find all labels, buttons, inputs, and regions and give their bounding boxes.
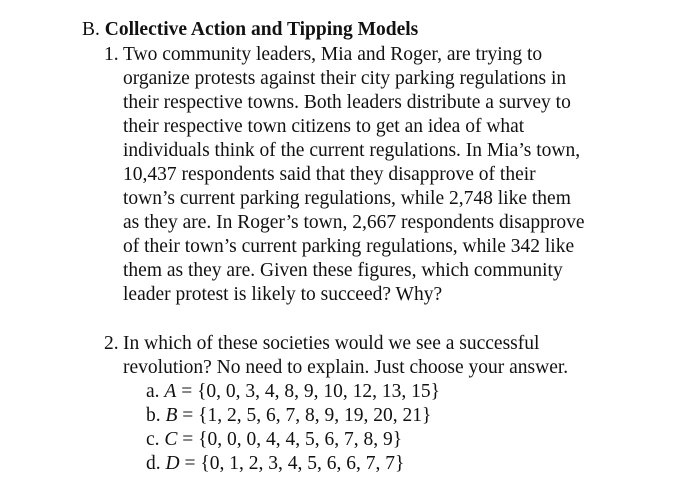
- option-label: c.: [146, 429, 160, 450]
- option-variable: C: [164, 429, 178, 450]
- question-1-line: their respective town citizens to get an idea of what: [123, 116, 525, 137]
- question-2-line: revolution? No need to explain. Just choose your answer.: [123, 357, 569, 378]
- section-heading: [82, 18, 418, 42]
- option-set: = {0, 1, 2, 3, 4, 5, 6, 6, 7, 7}: [184, 453, 405, 474]
- question-1-line: them as they are. Given these figures, which community: [123, 260, 563, 281]
- question-1-line: leader protest is likely to succeed? Why?: [123, 284, 443, 305]
- question-2-line: In which of these societies would we see a successful: [123, 333, 540, 354]
- question-2-number: 2.: [104, 333, 119, 354]
- question-1-line: of their town’s current parking regulations, while 342 like: [123, 236, 575, 257]
- option-variable: B: [165, 405, 178, 426]
- answer-option-b: [146, 404, 431, 428]
- option-label: d.: [146, 453, 161, 474]
- question-1-line: Two community leaders, Mia and Roger, are trying to: [123, 44, 543, 65]
- option-label: b.: [146, 405, 161, 426]
- question-1-line: as they are. In Roger’s town, 2,667 respondents disapprove: [123, 212, 585, 233]
- question-1-line: organize protests against their city parking regulations in: [123, 68, 567, 89]
- question-1-line: 10,437 respondents said that they disapprove of their: [123, 164, 536, 185]
- option-set: = {1, 2, 5, 6, 7, 8, 9, 19, 20, 21}: [182, 405, 432, 426]
- answer-option-a: [146, 380, 440, 404]
- section-title: Collective Action and Tipping Models: [104, 19, 419, 40]
- question-1-line: town’s current parking regulations, while 2,748 like them: [123, 188, 571, 209]
- option-set: = {0, 0, 0, 4, 4, 5, 6, 7, 8, 9}: [182, 429, 403, 450]
- question-1-line: their respective towns. Both leaders distribute a survey to: [123, 92, 571, 113]
- question-1-line: individuals think of the current regulations. In Mia’s town,: [123, 140, 581, 161]
- option-set: = {0, 0, 3, 4, 8, 9, 10, 12, 13, 15}: [181, 381, 441, 402]
- option-variable: A: [164, 381, 177, 402]
- answer-option-d: [146, 452, 404, 476]
- option-label: a.: [146, 381, 160, 402]
- option-variable: D: [165, 453, 180, 474]
- question-1-number: 1.: [104, 44, 119, 65]
- section-letter: B.: [82, 19, 100, 40]
- answer-option-c: [146, 428, 402, 452]
